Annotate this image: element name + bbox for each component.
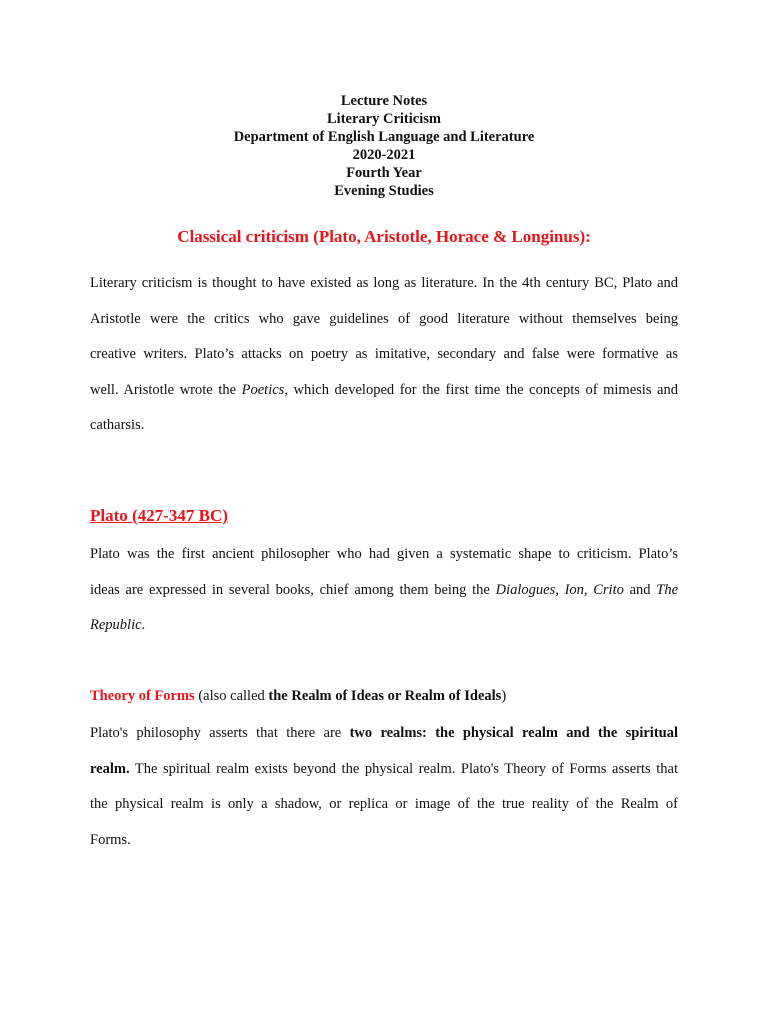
classical-paragraph xyxy=(90,266,678,444)
paragraph-line xyxy=(90,573,678,609)
plato-heading: Plato (427-347 BC) xyxy=(90,506,228,525)
theory-of-forms-heading: Theory of Forms xyxy=(90,688,195,704)
paragraph-line: the physical realm is only a shadow, or replica or image of the true reality of the Realm of xyxy=(90,796,678,813)
text-run: . xyxy=(141,617,146,634)
poetics-title: Poetics xyxy=(241,381,285,398)
plato-paragraph xyxy=(90,537,678,644)
classical-criticism-heading: Classical criticism (Plato, Aristotle, Horace & Longinus): xyxy=(177,227,591,246)
text-run: ) xyxy=(501,688,507,704)
realm-of-ideas-label: the Realm of Ideas or Realm of Ideals xyxy=(268,688,502,704)
realm-word: realm. xyxy=(90,760,130,777)
header-course-title: Literary Criticism xyxy=(327,111,441,127)
header-study-mode: Evening Studies xyxy=(334,183,434,199)
header-academic-year: 2020-2021 xyxy=(352,147,416,163)
text-run: , which developed for the first time the concepts of mimesis and xyxy=(284,381,678,398)
paragraph-line: Aristotle were the critics who gave guidelines of good literature without themselves being xyxy=(90,310,678,327)
text-run: (also called xyxy=(194,688,269,704)
republic-title-start: The xyxy=(656,581,679,598)
paragraph-line: Plato was the first ancient philosopher who had given a systematic shape to criticism. Plato’s xyxy=(90,546,678,562)
paragraph-line xyxy=(90,373,678,409)
header-lecture-notes: Lecture Notes xyxy=(340,93,428,109)
header-year-level: Fourth Year xyxy=(346,165,422,181)
text-run: The spiritual realm exists beyond the physical realm. Plato's Theory of Forms asserts that xyxy=(129,760,678,777)
document-header xyxy=(0,92,768,200)
paragraph-line xyxy=(90,752,678,788)
two-realms-phrase: two realms: the physical realm and the spiritual xyxy=(349,725,678,741)
paragraph-line xyxy=(90,608,678,644)
theory-of-forms-paragraph xyxy=(90,716,678,858)
header-department: Department of English Language and Literature xyxy=(233,129,535,145)
text-run: Plato's philosophy asserts that there are xyxy=(90,725,350,741)
text-run: ideas are expressed in several books, chief among them being the xyxy=(90,581,496,598)
text-run: well. Aristotle wrote the xyxy=(90,381,242,398)
theory-of-forms-heading-line xyxy=(90,686,506,706)
republic-title-end: Republic xyxy=(90,617,142,634)
paragraph-line xyxy=(90,716,678,752)
paragraph-line: creative writers. Plato’s attacks on poetry as imitative, secondary and false were formative as xyxy=(90,346,678,363)
paragraph-line: Forms. xyxy=(90,831,131,848)
paragraph-line: catharsis. xyxy=(90,417,145,434)
text-run: and xyxy=(623,581,657,598)
paragraph-line: Literary criticism is thought to have existed as long as literature. In the 4th century BC, Plato and xyxy=(90,275,678,291)
dialogues-titles: Dialogues, Ion, Crito xyxy=(495,581,624,598)
